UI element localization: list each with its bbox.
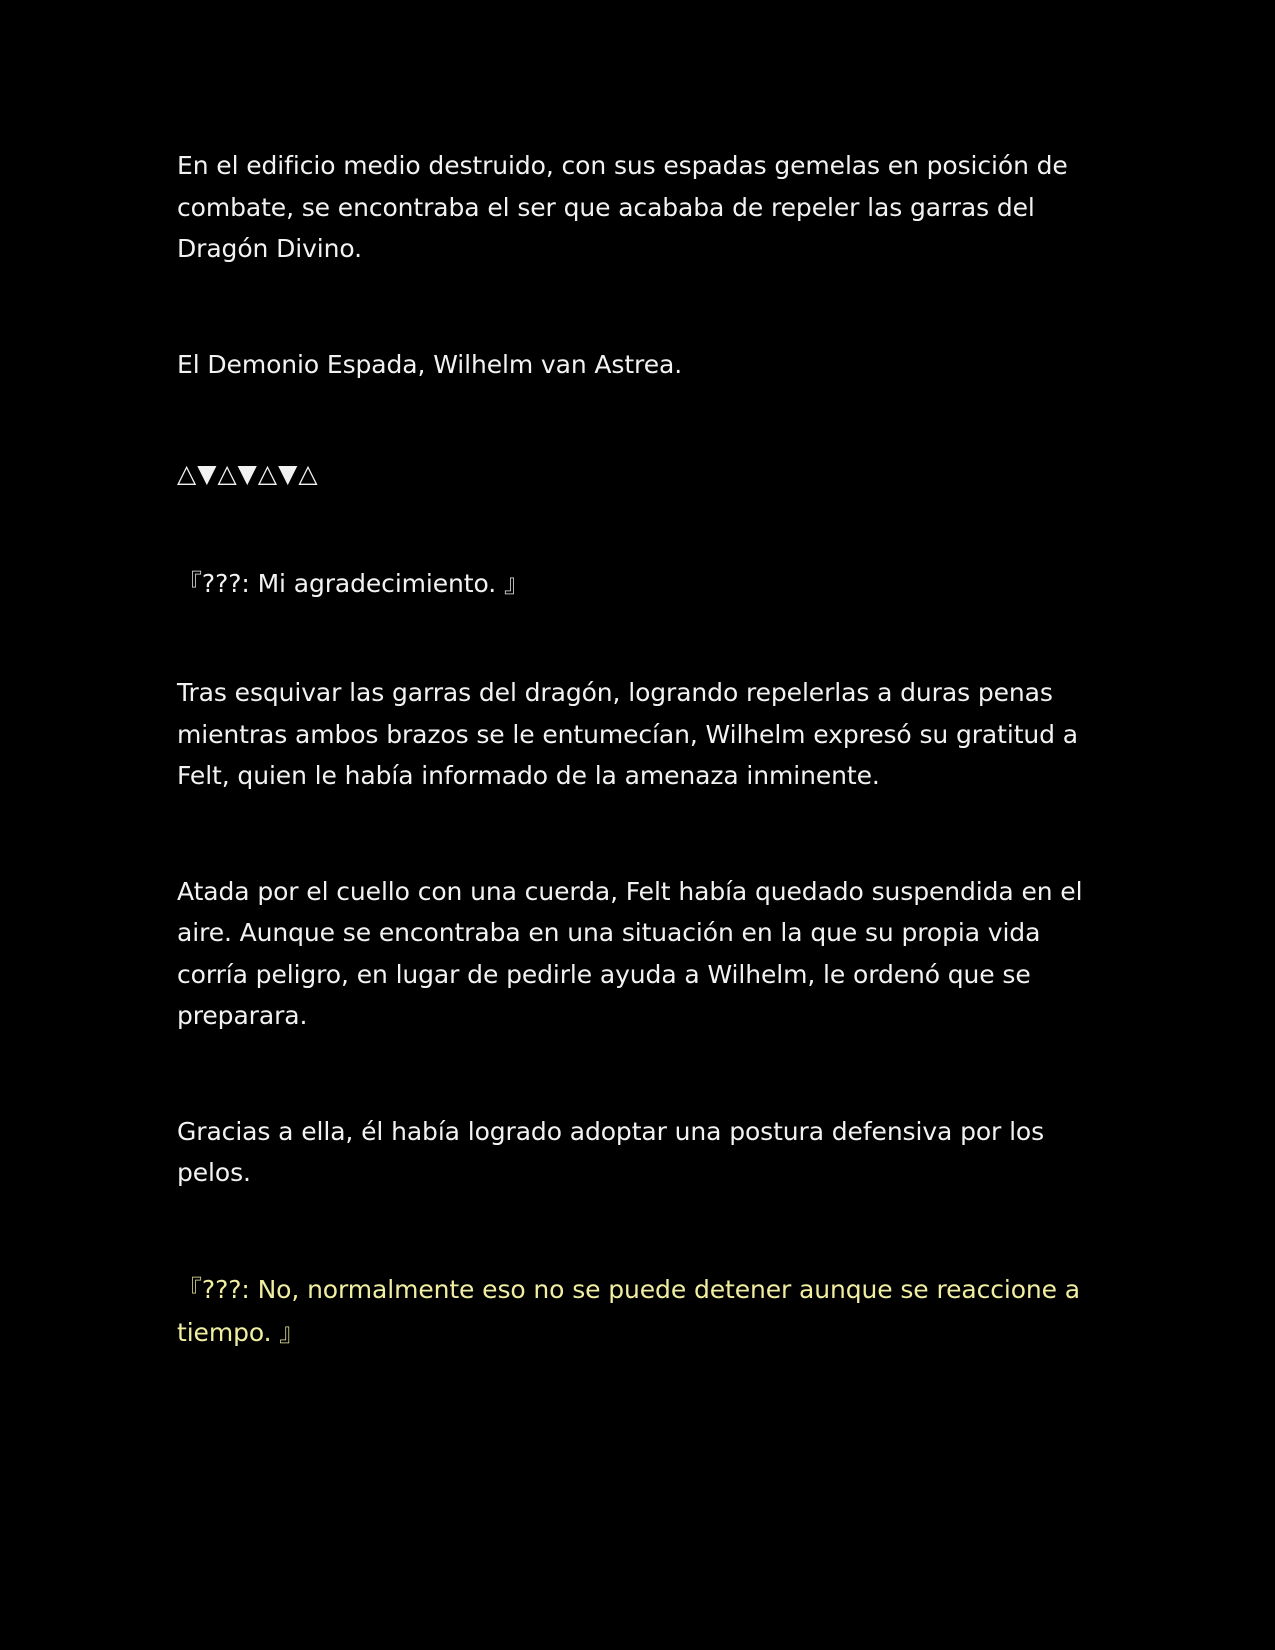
paragraph-gap — [177, 1194, 1097, 1268]
paragraph-opening: En el edificio medio destruido, con sus espadas gemelas en posición de combate, se encontraba el ser que acababa de repeler las garras del Dragón Divino. — [177, 151, 1068, 263]
paragraph-narration: Gracias a ella, él había logrado adoptar una postura defensiva por los pelos. — [177, 1116, 1045, 1187]
paragraph-gap — [177, 270, 1097, 344]
dialogue-line-highlighted: 『???: No, normalmente eso no se puede detener aunque se reaccione a tiempo. 』 — [177, 1274, 1080, 1347]
paragraph-gap — [177, 797, 1097, 871]
paragraph-gap — [177, 604, 1097, 672]
paragraph-introduction: El Demonio Espada, Wilhelm van Astrea. — [177, 349, 683, 379]
paragraph-narration: Atada por el cuello con una cuerda, Felt había quedado suspendida en el aire. Aunque se encontraba en una situación en la que su propia vida corría peligro, en lugar de pedirle ayuda a Wilhelm, le ordenó que se preparara. — [177, 876, 1083, 1030]
document-body — [177, 145, 1097, 1354]
paragraph-gap — [177, 385, 1097, 453]
dialogue-line: 『???: Mi agradecimiento. 』 — [177, 568, 529, 598]
paragraph-gap — [177, 1037, 1097, 1111]
paragraph-narration: Tras esquivar las garras del dragón, logrando repelerlas a duras penas mientras ambos brazos se le entumecían, Wilhelm expresó su gratitud a Felt, quien le había informado de la amenaza inminente. — [177, 678, 1078, 790]
scene-separator: △▼△▼△▼△ — [177, 459, 319, 488]
paragraph-gap — [177, 495, 1097, 563]
